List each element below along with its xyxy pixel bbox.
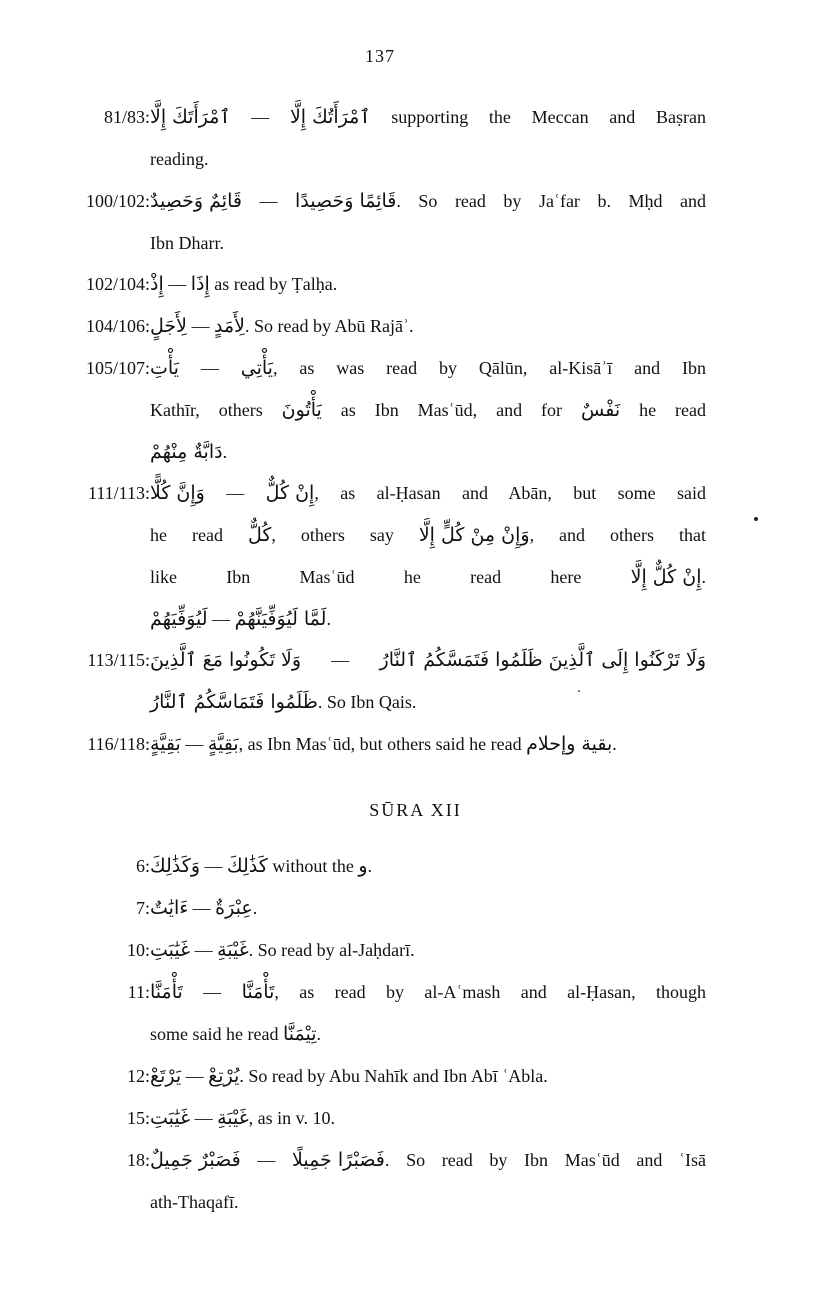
note-text: — — [178, 358, 241, 378]
note-text: supporting the Meccan and Baṣran — [370, 107, 706, 127]
note-body — [150, 472, 706, 640]
verse-reference: 6: — [135, 856, 150, 876]
arabic-reading: و — [358, 855, 368, 877]
arabic-reading: إِذَا — [190, 273, 210, 295]
verse-reference: 102/104: — [85, 274, 150, 294]
arabic-reading: قَائِمًا وَحَصِيدًا — [295, 190, 397, 212]
note-text: reading. — [150, 149, 209, 169]
note-text: . — [316, 1024, 321, 1044]
verse-reference: 7: — [135, 898, 150, 918]
arabic-reading: يَأْتِ — [150, 357, 179, 379]
arabic-reading: تَأْمَنَّا — [241, 981, 275, 1003]
note-text: — — [301, 650, 380, 670]
note-text: , others say — [271, 525, 419, 545]
verse-reference: 116/118: — [87, 734, 150, 754]
verse-reference: 81/83: — [103, 107, 150, 127]
note-line — [150, 598, 706, 640]
note-line — [150, 971, 706, 1013]
note-line — [150, 389, 706, 431]
note-text: , as in v. 10. — [248, 1108, 335, 1128]
note-text: . — [612, 734, 617, 754]
note-text: . — [252, 898, 258, 918]
note-text: , as Ibn Masʿūd, but others said he read — [238, 734, 527, 754]
arabic-reading: نَفْسٌ — [581, 399, 621, 421]
note-text: . — [367, 856, 373, 876]
note-text: Ibn Dharr. — [150, 233, 224, 253]
note-text: . So read by Jaʿfar b. Mḥd and — [396, 191, 707, 211]
note-line — [150, 639, 706, 681]
arabic-reading: فَصَبْرًا جَمِيلًا — [292, 1149, 385, 1171]
verse-reference: 111/113: — [88, 483, 150, 503]
arabic-reading: بقية وإحلام — [526, 733, 613, 755]
arabic-reading: وَلَا تَكُونُوا مَعَ ٱلَّذِينَ — [150, 649, 302, 671]
note-text: . — [222, 442, 228, 462]
verse-reference: 10: — [126, 940, 150, 960]
note-line — [150, 723, 706, 765]
note-body — [150, 1139, 706, 1223]
page-number: 137 — [365, 46, 395, 66]
note-body — [150, 845, 706, 887]
arabic-reading: إِنْ كُلٌّ إِلَّا — [630, 566, 702, 588]
note-body — [150, 1055, 706, 1097]
arabic-reading: غَيَٰبَتِ — [150, 1107, 191, 1129]
note-text: as read by Ṭalḥa. — [209, 274, 338, 294]
note-line — [150, 1139, 706, 1181]
arabic-reading: وَإِنْ مِنْ كُلٍّ إِلَّا — [418, 524, 530, 546]
note-text: . So read by al-Jaḥdarī. — [248, 940, 415, 960]
note-text: he read — [150, 525, 248, 545]
note-text: . — [701, 567, 706, 587]
arabic-reading: يَرْتَعْ — [150, 1065, 182, 1087]
arabic-reading: دَابَّةٌ مِنْهُمْ — [150, 441, 223, 463]
note-entry — [126, 1139, 706, 1223]
note-entry — [103, 96, 706, 180]
arabic-reading: يُرْتِعْ — [208, 1065, 240, 1087]
note-body — [150, 639, 706, 723]
note-text: . — [326, 609, 331, 629]
verse-reference: 11: — [127, 982, 150, 1002]
note-line — [150, 1097, 706, 1139]
arabic-reading: كُلٌّ — [247, 524, 272, 546]
arabic-reading: بَقِيَّةٍ — [150, 733, 181, 755]
note-body — [150, 96, 706, 180]
section-heading: SŪRA XII — [369, 800, 462, 820]
note-text: — — [182, 982, 242, 1002]
note-text: — — [180, 734, 208, 754]
note-text: , as read by al-Aʿmash and al-Ḥasan, though — [274, 982, 707, 1002]
note-text: — — [241, 191, 296, 211]
note-line — [150, 887, 706, 929]
verse-reference: 18: — [126, 1150, 150, 1170]
verse-reference: 104/106: — [85, 316, 150, 336]
arabic-reading: فَصَبْرٌ جَمِيلٌ — [150, 1149, 241, 1171]
arabic-reading: لَيُوَفِّيَهُمْ — [150, 608, 208, 630]
arabic-reading: تَأْمَنَّا — [150, 981, 183, 1003]
note-text: some said he read — [150, 1024, 283, 1044]
note-text: — — [188, 898, 216, 918]
verse-reference: 113/115: — [87, 650, 150, 670]
scan-speck — [578, 690, 580, 692]
note-text: — — [230, 107, 290, 127]
arabic-reading: إِذْ — [150, 273, 164, 295]
note-line — [150, 180, 706, 222]
arabic-reading: وَإِنَّ كُلًّا — [150, 482, 205, 504]
note-entry — [126, 1097, 706, 1139]
note-line — [150, 431, 706, 473]
note-entry — [127, 971, 707, 1055]
note-text: — — [207, 609, 235, 629]
note-line — [150, 929, 706, 971]
note-entry — [85, 263, 706, 305]
arabic-reading: لِأَمَدٍ — [213, 315, 245, 337]
note-line — [150, 263, 706, 305]
note-line — [150, 1181, 706, 1223]
note-text: as Ibn Masʿūd, and for — [321, 400, 581, 420]
note-body — [150, 180, 706, 264]
note-text: — — [200, 856, 227, 876]
note-entry — [135, 845, 706, 887]
note-line — [150, 472, 706, 514]
note-line — [150, 556, 706, 598]
note-line — [150, 138, 706, 180]
note-line — [150, 96, 706, 138]
note-entry — [87, 723, 706, 765]
verse-reference: 105/107: — [85, 358, 150, 378]
note-text: ath-Thaqafī. — [150, 1192, 239, 1212]
arabic-reading: قَائِمٌ وَحَصِيدٌ — [150, 190, 242, 212]
verse-reference: 100/102: — [85, 191, 150, 211]
note-body — [150, 929, 706, 971]
note-line — [150, 1055, 706, 1097]
note-text: — — [190, 1108, 218, 1128]
note-entry — [126, 929, 706, 971]
note-text: . So Ibn Qais. — [317, 692, 417, 712]
arabic-reading: كَذَٰلِكَ — [227, 855, 268, 877]
note-text: . So read by Ibn Masʿūd and ʿIsā — [384, 1150, 706, 1170]
note-entry — [85, 305, 706, 347]
note-text: — — [163, 274, 191, 294]
arabic-reading: بَقِيَّةٍ — [207, 733, 239, 755]
note-entry — [85, 347, 707, 473]
note-text: — — [181, 1066, 209, 1086]
note-text: — — [186, 316, 214, 336]
arabic-reading: وَكَذَٰلِكَ — [150, 855, 200, 877]
arabic-reading: ظَلَمُوا فَتَمَاسَّكُمُ ٱلنَّارُ — [150, 691, 318, 713]
note-text: without the — [267, 856, 359, 876]
note-line — [150, 845, 706, 887]
arabic-reading: يَأْتِي — [240, 357, 273, 379]
note-body — [150, 1097, 706, 1139]
arabic-reading: تِيْمَنَّا — [282, 1023, 317, 1045]
note-text: , as was read by Qālūn, al-Kisāʾī and Ibn — [272, 358, 707, 378]
arabic-reading: ٱمْرَأَتُكَ إِلَّا — [289, 106, 371, 128]
arabic-reading: غَيَٰبَتِ — [150, 939, 191, 961]
note-text: . So read by Abu Nahīk and Ibn Abī ʿAbla. — [239, 1066, 548, 1086]
arabic-reading: إِنْ كُلٌّ — [265, 482, 315, 504]
note-text: Kathīr, others — [150, 400, 282, 420]
arabic-reading: ٱمْرَأَتَكَ إِلَّا — [150, 106, 231, 128]
note-line — [150, 514, 706, 556]
note-entry — [135, 887, 706, 929]
note-text: like Ibn Masʿūd he read here — [150, 567, 631, 587]
note-line — [150, 681, 706, 723]
note-text: — — [240, 1150, 292, 1170]
verse-reference: 12: — [126, 1066, 150, 1086]
scan-speck — [754, 517, 758, 521]
note-text: — — [190, 940, 218, 960]
note-text: , and others that — [529, 525, 706, 545]
arabic-reading: غَيْبَةِ — [217, 939, 249, 961]
note-line — [150, 222, 706, 264]
note-text: . So read by Abū Rajāʾ. — [244, 316, 414, 336]
note-text: , as al-Ḥasan and Abān, but some said — [314, 483, 707, 503]
verse-reference: 15: — [126, 1108, 150, 1128]
arabic-reading: يَأْتُونَ — [281, 399, 322, 421]
note-line — [150, 347, 706, 389]
arabic-reading: ءَايَٰتٌ — [150, 897, 189, 919]
arabic-reading: غَيْبَةِ — [217, 1107, 249, 1129]
note-line — [150, 1013, 706, 1055]
note-line — [150, 305, 706, 347]
note-body — [150, 723, 706, 765]
arabic-reading: عِبْرَةٌ — [215, 897, 253, 919]
note-entry — [126, 1055, 706, 1097]
note-body — [150, 971, 706, 1055]
note-entry — [87, 639, 706, 723]
note-entry — [88, 472, 707, 640]
note-entry — [85, 180, 707, 264]
note-text: he read — [620, 400, 706, 420]
arabic-reading: لَمَّا لَيُوَفِّيَنَّهُمْ — [234, 608, 327, 630]
arabic-reading: لِأَجَلٍ — [150, 315, 187, 337]
note-body — [150, 347, 706, 473]
arabic-reading: وَلَا تَرْكَنُوا إِلَى ٱلَّذِينَ ظَلَمُوا فَتَمَسَّكُمُ ٱلنَّارُ — [379, 649, 706, 671]
note-text: — — [204, 483, 266, 503]
note-body — [150, 263, 706, 305]
note-body — [150, 305, 706, 347]
note-body — [150, 887, 706, 929]
